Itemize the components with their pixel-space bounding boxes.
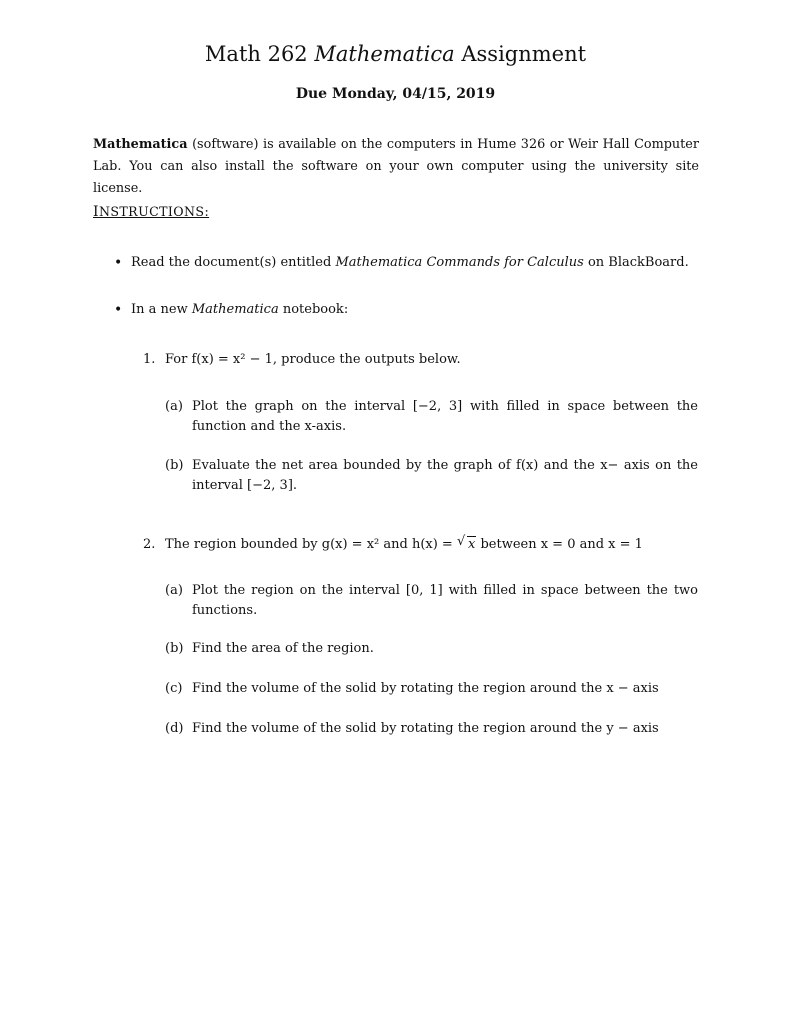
instructions-heading bbox=[93, 204, 209, 220]
part-text: Find the volume of the solid by rotating the region around the x − axis bbox=[192, 681, 659, 696]
problem-number: 2. bbox=[143, 537, 156, 552]
part-label: (c) bbox=[165, 681, 183, 696]
part-label: (d) bbox=[165, 721, 184, 736]
problem-1-part-b bbox=[165, 456, 698, 496]
bullet-italic: Mathematica Commands for Calculus bbox=[335, 255, 584, 270]
title-italic: Mathematica bbox=[314, 42, 455, 66]
due-date: Due Monday, 04/15, 2019 bbox=[295, 86, 496, 102]
problem-2-part-a bbox=[165, 581, 698, 621]
problem-2-part-d bbox=[165, 721, 659, 736]
sqrt-argument: x bbox=[467, 537, 476, 552]
instructions-rest: NSTRUCTIONS bbox=[98, 204, 205, 219]
part-label: (a) bbox=[165, 399, 183, 414]
part-text: Evaluate the net area bounded by the graph of f(x) and the x− axis on the interval [−2, 3]. bbox=[192, 458, 698, 493]
bullet-pre: Read the document(s) entitled bbox=[131, 255, 332, 270]
part-text: Find the volume of the solid by rotating the region around the y − axis bbox=[192, 721, 659, 736]
bullet-dot-icon: • bbox=[114, 302, 123, 318]
problem-2 bbox=[143, 534, 643, 552]
problem-text-post: between x = 0 and x = 1 bbox=[480, 537, 643, 552]
part-text: Plot the region on the interval [0, 1] with filled in space between the two functions. bbox=[192, 583, 698, 618]
problem-1-part-a bbox=[165, 397, 698, 437]
title-prefix: Math 262 bbox=[204, 42, 308, 66]
bullet-post: on BlackBoard. bbox=[587, 255, 689, 270]
radical-sign-icon: √ bbox=[456, 534, 466, 549]
part-label: (b) bbox=[165, 641, 184, 656]
instructions-first-letter: I bbox=[93, 204, 99, 220]
part-label: (b) bbox=[165, 458, 184, 473]
bullet-item bbox=[114, 255, 689, 271]
problem-number: 1. bbox=[143, 352, 156, 367]
instructions-colon: : bbox=[204, 204, 210, 219]
problem-2-part-c bbox=[165, 681, 659, 696]
bullet-italic: Mathematica bbox=[191, 302, 279, 317]
part-text: Find the area of the region. bbox=[192, 641, 374, 656]
bullet-pre: In a new bbox=[131, 302, 188, 317]
problem-1 bbox=[143, 352, 461, 367]
problem-text-pre: The region bounded by g(x) = x² and h(x) = bbox=[165, 537, 453, 552]
title-suffix: Assignment bbox=[461, 42, 587, 66]
bullet-item bbox=[114, 302, 349, 318]
intro-paragraph bbox=[93, 134, 699, 200]
page-title bbox=[0, 42, 791, 66]
bullet-post: notebook: bbox=[282, 302, 349, 317]
problem-text: For f(x) = x² − 1, produce the outputs below. bbox=[165, 352, 461, 367]
part-label: (a) bbox=[165, 583, 183, 598]
bullet-dot-icon: • bbox=[114, 255, 123, 271]
intro-bold: Mathematica bbox=[93, 137, 188, 152]
sqrt-expression bbox=[456, 534, 476, 552]
part-text: Plot the graph on the interval [−2, 3] with filled in space between the function and the x-axis. bbox=[192, 399, 698, 434]
problem-2-part-b bbox=[165, 641, 374, 656]
intro-text: (software) is available on the computers in Hume 326 or Weir Hall Computer Lab. You can also install the software on your own computer using the university site license. bbox=[93, 137, 699, 196]
